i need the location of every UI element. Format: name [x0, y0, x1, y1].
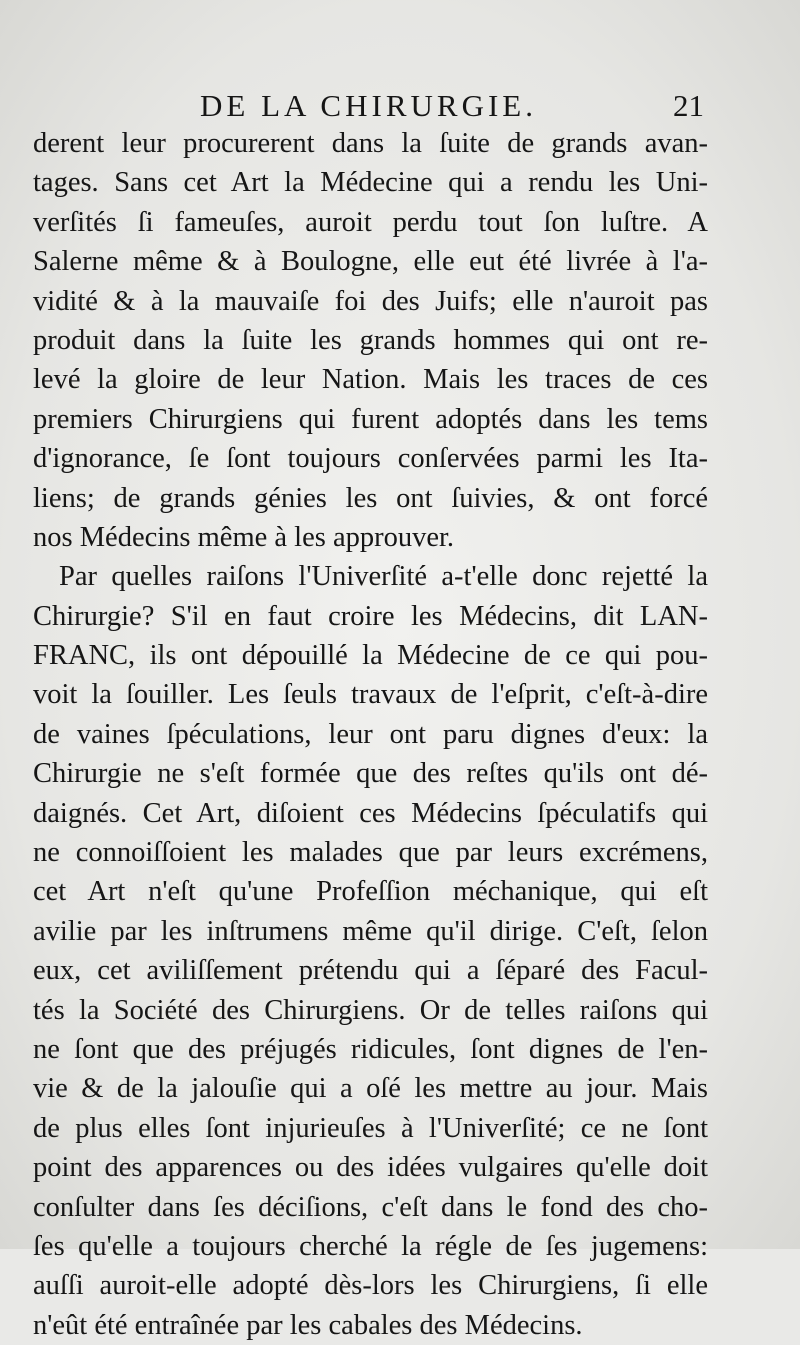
text-line: Chirurgie? S'il en faut croire les Médecins, dit LAN- [33, 600, 708, 632]
text-line: auſſi auroit-elle adopté dès-lors les Chirurgiens, ſi elle [33, 1270, 708, 1302]
running-title: DE LA CHIRURGIE. [200, 88, 537, 123]
text-line: avilie par les inſtrumens même qu'il dirige. C'eſt, ſelon [33, 915, 708, 947]
text-line: produit dans la ſuite les grands hommes qui ont re- [33, 324, 708, 356]
text-line: eux, cet aviliſſement prétendu qui a ſéparé des Facul- [33, 955, 708, 987]
body-text [33, 124, 708, 1345]
text-line: FRANC, ils ont dépouillé la Médecine de ce qui pou- [33, 640, 708, 672]
paragraph-last-line: n'eût été entraînée par les cabales des Médecins. [33, 1309, 583, 1341]
paragraph-last-line: nos Médecins même à les approuver. [33, 521, 455, 553]
text-line: ne ſont que des préjugés ridicules, ſont dignes de l'en- [33, 1033, 708, 1065]
text-line: ſes qu'elle a toujours cherché la régle de ſes jugemens: [33, 1230, 708, 1262]
text-line: liens; de grands génies les ont ſuivies, & ont forcé [33, 482, 708, 514]
text-line: tés la Société des Chirurgiens. Or de telles raiſons qui [33, 994, 708, 1026]
text-line: vie & de la jalouſie qui a oſé les mettre au jour. Mais [33, 1073, 708, 1105]
text-line: daignés. Cet Art, diſoient ces Médecins ſpéculatifs qui [33, 797, 708, 829]
text-line: Salerne même & à Boulogne, elle eut été livrée à l'a- [33, 246, 708, 278]
text-line: voit la ſouiller. Les ſeuls travaux de l'eſprit, c'eſt-à-dire [33, 679, 708, 711]
text-line: point des apparences ou des idées vulgaires qu'elle doit [33, 1152, 708, 1184]
text-line: de vaines ſpéculations, leur ont paru dignes d'eux: la [33, 718, 708, 750]
text-line: d'ignorance, ſe ſont toujours conſervées parmi les Ita- [33, 443, 708, 475]
running-head [0, 88, 800, 128]
text-line: ne connoiſſoient les malades que par leurs excrémens, [33, 837, 708, 869]
text-line: conſulter dans ſes déciſions, c'eſt dans le fond des cho- [33, 1191, 708, 1223]
text-line: levé la gloire de leur Nation. Mais les traces de ces [33, 364, 708, 396]
text-line: vidité & à la mauvaiſe foi des Juifs; elle n'auroit pas [33, 285, 708, 317]
paragraph-first-line: Par quelles raiſons l'Univerſité a-t'elle donc rejetté la [59, 561, 708, 593]
text-line: tages. Sans cet Art la Médecine qui a rendu les Uni- [33, 167, 708, 199]
text-line: cet Art n'eſt qu'une Profeſſion méchanique, qui eſt [33, 876, 708, 908]
page-number: 21 [673, 88, 704, 123]
text-line: derent leur procurerent dans la ſuite de grands avan- [33, 128, 708, 159]
text-line: Chirurgie ne s'eſt formée que des reſtes qu'ils ont dé- [33, 758, 708, 790]
text-line: verſités ſi fameuſes, auroit perdu tout ſon luſtre. A [33, 206, 708, 238]
text-line: premiers Chirurgiens qui furent adoptés dans les tems [33, 403, 708, 435]
text-line: de plus elles ſont injurieuſes à l'Univerſité; ce ne ſont [33, 1112, 708, 1144]
